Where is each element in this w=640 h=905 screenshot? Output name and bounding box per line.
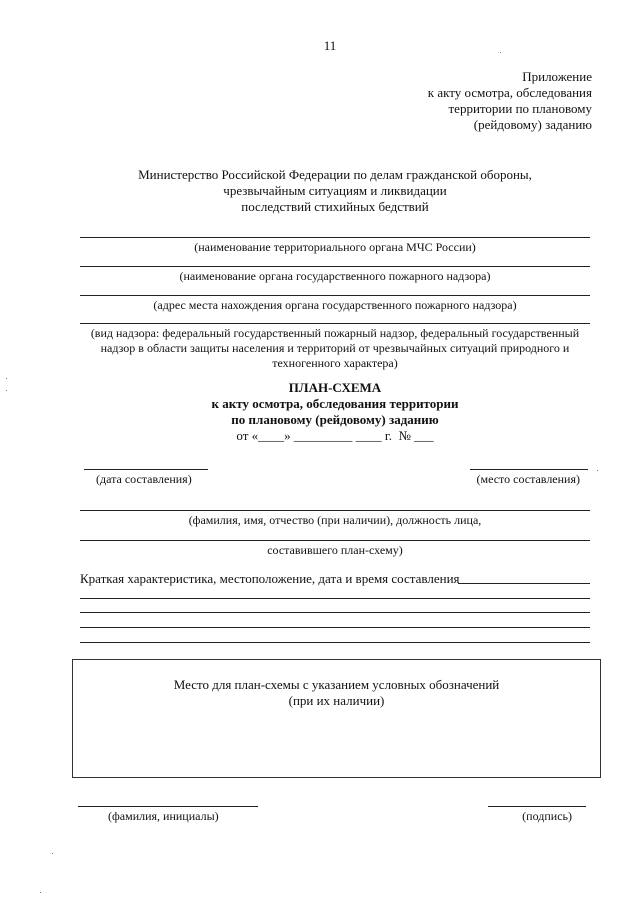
document-title — [80, 380, 590, 428]
ministry-line: последствий стихийных бедствий — [241, 199, 429, 214]
supervision-type-text: надзор в области защиты населения и территорий от чрезвычайных ситуаций природного и — [100, 341, 570, 355]
appendix-line: территории по плановому — [448, 101, 592, 116]
supervision-type-text: техногенного характера) — [272, 356, 398, 370]
ministry-line: Министерство Российской Федерации по делам гражданской обороны, — [138, 167, 532, 182]
name-caption: (фамилия, инициалы) — [108, 809, 219, 823]
date-line — [84, 469, 208, 470]
title-line: к акту осмотра, обследования территории — [211, 396, 459, 411]
supervision-type-text: (вид надзора: федеральный государственный пожарный надзор, федеральный государственный — [90, 326, 580, 340]
title-date-number: от «____» _________ ____ г. № ___ — [236, 428, 434, 443]
author-line-2 — [80, 540, 590, 541]
address-caption: (адрес места нахождения органа государственного пожарного надзора) — [153, 298, 517, 312]
author-caption-2: составившего план-схему) — [267, 543, 403, 557]
scan-speck — [6, 390, 7, 391]
supervision-type-line — [80, 323, 590, 324]
ministry-header — [80, 167, 590, 215]
signature-caption: (подпись) — [522, 809, 572, 823]
address-line — [80, 295, 590, 296]
appendix-line: Приложение — [522, 69, 592, 84]
characteristic-line — [458, 583, 590, 584]
title-line: ПЛАН-СХЕМА — [288, 380, 382, 395]
supervision-type-caption — [80, 326, 590, 371]
box-line: Место для план-схемы с указанием условных обозначений — [173, 677, 500, 692]
characteristic-line — [80, 598, 590, 599]
name-line — [78, 806, 258, 807]
signature-line — [488, 806, 586, 807]
territorial-body-caption: (наименование территориального органа МЧС России) — [194, 240, 476, 254]
page-number: 11 — [323, 38, 337, 53]
plan-scheme-box — [72, 659, 601, 778]
scan-speck — [6, 378, 7, 379]
appendix-line: (рейдовому) заданию — [473, 117, 592, 132]
fire-authority-line — [80, 266, 590, 267]
characteristic-line — [80, 627, 590, 628]
scan-speck — [40, 892, 41, 893]
territorial-body-line — [80, 237, 590, 238]
title-line: по плановому (рейдовому) заданию — [231, 412, 439, 427]
date-caption: (дата составления) — [96, 472, 192, 486]
fire-authority-caption: (наименование органа государственного пожарного надзора) — [179, 269, 491, 283]
characteristic-label: Краткая характеристика, местоположение, дата и время составления — [80, 571, 460, 586]
scan-speck — [597, 470, 598, 471]
place-caption: (место составления) — [476, 472, 580, 486]
scan-speck — [52, 853, 53, 854]
box-line: (при их наличии) — [288, 693, 385, 708]
characteristic-line — [80, 612, 590, 613]
appendix-note — [340, 69, 592, 133]
characteristic-line — [80, 642, 590, 643]
appendix-line: к акту осмотра, обследования — [427, 85, 592, 100]
scan-speck — [500, 52, 501, 53]
place-line — [470, 469, 588, 470]
plan-scheme-box-text — [73, 677, 600, 709]
author-line-1 — [80, 510, 590, 511]
author-caption-1: (фамилия, имя, отчество (при наличии), должность лица, — [188, 513, 482, 527]
ministry-line: чрезвычайным ситуациям и ликвидации — [223, 183, 447, 198]
